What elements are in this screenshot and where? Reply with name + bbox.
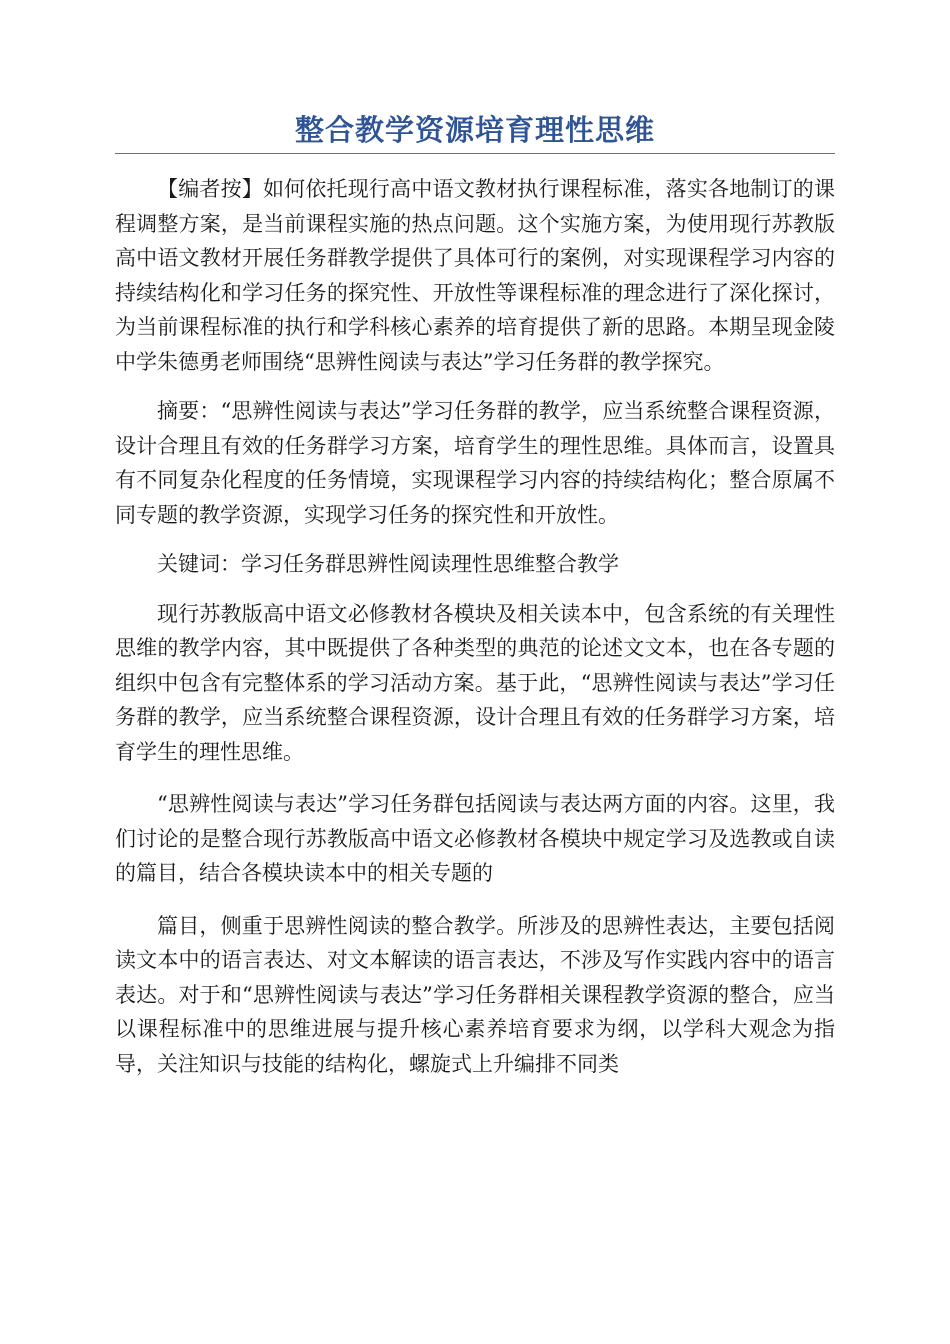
body-paragraph-3: 篇目，侧重于思辨性阅读的整合教学。所涉及的思辨性表达，主要包括阅读文本中的语言表达、对文本解读的语言表达，不涉及写作实践内容中的语言表达。对于和“思辨性阅读与表达”学习任务群相关课程教学资源的整合，应当以课程标准中的思维进展与提升核心素养培育要求为纲，以学科大观念为指导，关注知识与技能的结构化，螺旋式上升编排不同类 — [115, 913, 835, 1076]
document-page — [115, 108, 835, 1081]
abstract-paragraph: 摘要：“思辨性阅读与表达”学习任务群的教学，应当系统整合课程资源，设计合理且有效的任务群学习方案，培育学生的理性思维。具体而言，设置具有不同复杂化程度的任务情境，实现课程学习内容的持续结构化；整合原属不同专题的教学资源，实现学习任务的探究性和开放性。 — [115, 399, 835, 527]
document-title: 整合教学资源培育理性思维 — [115, 108, 835, 154]
keywords-paragraph: 关键词：学习任务群思辨性阅读理性思维整合教学 — [157, 552, 619, 576]
body-paragraph-2: “思辨性阅读与表达”学习任务群包括阅读与表达两方面的内容。这里，我们讨论的是整合现行苏教版高中语文必修教材各模块中规定学习及选教或自读的篇目，结合各模块读本中的相关专题的 — [115, 792, 835, 885]
body-paragraph-1: 现行苏教版高中语文必修教材各模块及相关读本中，包含系统的有关理性思维的教学内容，其中既提供了各种类型的典范的论述文文本，也在各专题的组织中包含有完整体系的学习活动方案。基于此，“思辨性阅读与表达”学习任务群的教学，应当系统整合课程资源，设计合理且有效的任务群学习方案，培育学生的理性思维。 — [115, 601, 835, 764]
editor-note-paragraph: 【编者按】如何依托现行高中语文教材执行课程标准，落实各地制订的课程调整方案，是当前课程实施的热点问题。这个实施方案，为使用现行苏教版高中语文教材开展任务群教学提供了具体可行的案例，对实现课程学习内容的持续结构化和学习任务的探究性、开放性等课程标准的理念进行了深化探讨，为当前课程标准的执行和学科核心素养的培育提供了新的思路。本期呈现金陵中学朱德勇老师围绕“思辨性阅读与表达”学习任务群的教学探究。 — [115, 177, 835, 374]
